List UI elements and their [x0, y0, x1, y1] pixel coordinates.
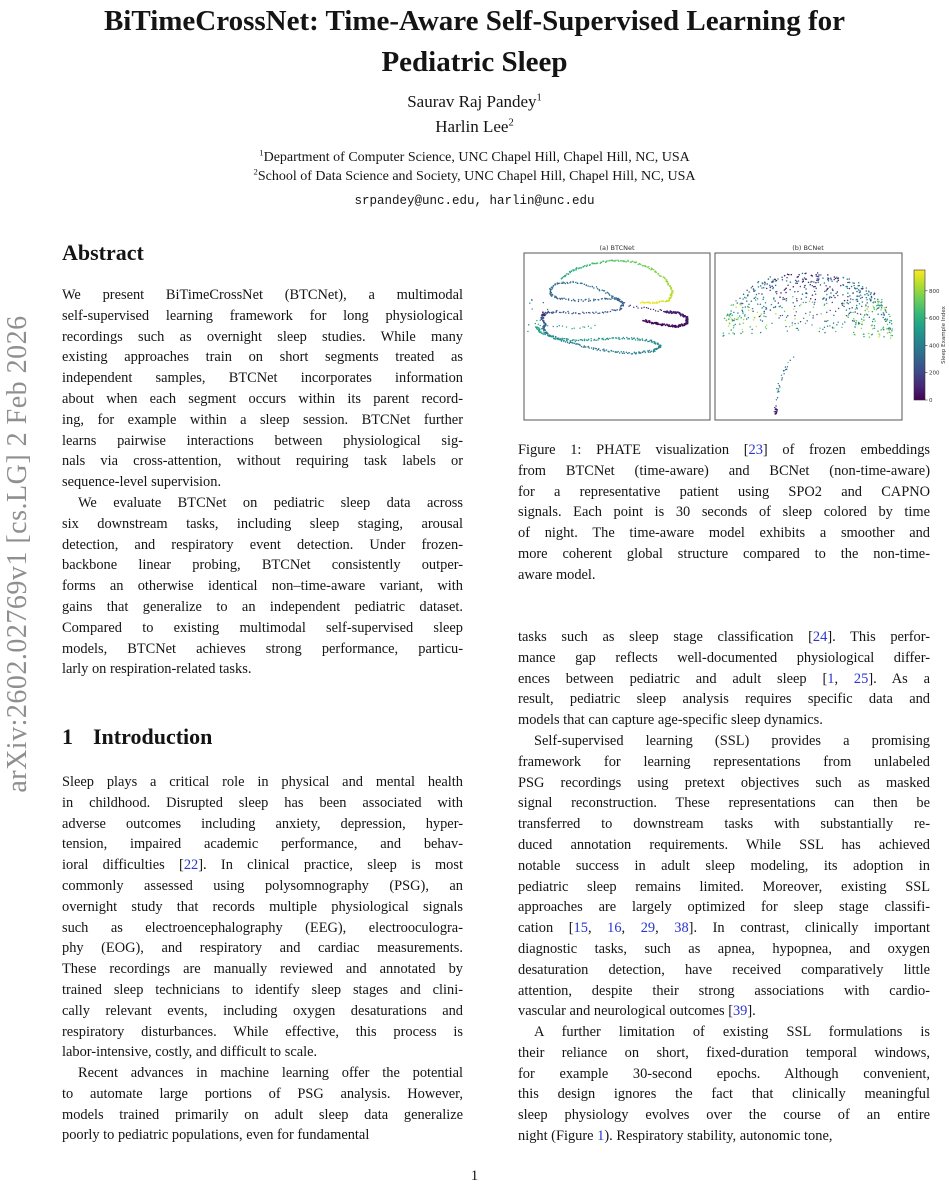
- citation-link[interactable]: 39: [732, 1003, 748, 1020]
- text-line: self-supervised learning framework for long physiological: [62, 307, 463, 324]
- section-number: 1: [62, 724, 73, 749]
- figure-ref-link[interactable]: 1: [597, 1127, 605, 1144]
- text-line: this design ignores the fact that clinically meaningful: [518, 1086, 930, 1103]
- right-paragraph-1: [518, 627, 930, 731]
- text-line: ing, for example within a sleep session. BTCNet further: [62, 411, 463, 428]
- citation-link[interactable]: 38: [674, 920, 689, 937]
- citation-link[interactable]: 25: [853, 670, 869, 687]
- text-line: cally relevant events, including oxygen desaturations and: [62, 1002, 463, 1019]
- author-1-name: Saurav Raj Pandey: [407, 92, 537, 111]
- text-line: pediatric sleep remains limited. Moreover, existing SSL: [518, 878, 930, 895]
- citation-link[interactable]: 15: [573, 920, 588, 937]
- text-line: ioral difficulties [22]. In clinical practice, sleep is most: [62, 857, 463, 874]
- text-line: We present BiTimeCrossNet (BTCNet), a multimodal: [62, 287, 463, 303]
- text-line: models, BTCNet achieves strong performance, particu-: [62, 640, 463, 657]
- author-2-name: Harlin Lee: [435, 117, 509, 136]
- text-line: cation [15, 16, 29, 38]. In contrast, clinically important: [518, 920, 930, 937]
- text-line: learns pairwise interactions between physiological sig-: [62, 432, 463, 449]
- text-line: six downstream tasks, including sleep staging, arousal: [62, 515, 463, 532]
- colorbar-tick-200: 200: [929, 370, 940, 377]
- abstract-paragraph-1: [62, 285, 463, 493]
- citation-link[interactable]: 16: [607, 920, 622, 937]
- text-line: commonly assessed using polysomnography (PSG), an: [62, 877, 463, 894]
- figure-1-caption: [518, 440, 930, 586]
- text-line: to automate large portions of PSG analysis. However,: [62, 1085, 463, 1102]
- text-line: models trained primarily on adult sleep data generalize: [62, 1106, 463, 1123]
- text-line: ences between pediatric and adult sleep [1, 25]. As a: [518, 670, 930, 687]
- text-line: sleep physiology evolves over the course of an entire: [518, 1107, 930, 1124]
- affiliation-2-sup: 2: [253, 166, 258, 177]
- text-line: models that can capture age-specific sleep dynamics.: [518, 712, 823, 729]
- text-line: Recent advances in machine learning offer the potential: [78, 1065, 463, 1081]
- text-line: adverse outcomes including anxiety, depression, hyper-: [62, 815, 463, 832]
- text-line: Self-supervised learning (SSL) provides a promising: [534, 733, 930, 749]
- colorbar-tick-800: 800: [929, 288, 940, 295]
- citation-link[interactable]: 22: [183, 857, 199, 874]
- text-line: existing approaches train on short segments treated as: [62, 349, 463, 366]
- text-line: their reliance on short, fixed-duration temporal windows,: [518, 1044, 930, 1061]
- citation-link[interactable]: 1: [827, 670, 835, 687]
- text-line: for a representative patient using SPO2 and CAPNO: [518, 483, 930, 500]
- text-line: transferred to downstream tasks with substantially re-: [518, 816, 930, 833]
- colorbar-axis-label: Sleep Example Index: [941, 306, 947, 364]
- text-line: about when each segment occurs within its parent record-: [62, 390, 463, 407]
- figure-1-image: [517, 243, 949, 435]
- text-line: trained sleep technicians to identify sleep stages and clini-: [62, 981, 463, 998]
- phate-visualization-svg: [517, 243, 949, 435]
- text-line: mance gap reflects well-documented physiological differ-: [518, 649, 930, 666]
- text-line: recordings such as overnight sleep studies. While many: [62, 328, 463, 345]
- affiliation-2-text: School of Data Science and Society, UNC Chapel Hill, Chapel Hill, NC, USA: [257, 169, 696, 184]
- text-line: nals via cross-attention, without requiring task labels or: [62, 453, 463, 470]
- text-line: labor-intensive, costly, and difficult to scale.: [62, 1044, 318, 1061]
- text-line: aware model.: [518, 566, 596, 583]
- author-emails: srpandey@unc.edu, harlin@unc.edu: [354, 194, 595, 208]
- text-line: approaches are largely optimized for sleep stage classifi-: [518, 899, 930, 916]
- text-line: PSG recordings using pretext objectives such as masked: [518, 774, 930, 791]
- text-line: overnight study that records multiple physiological signals: [62, 898, 463, 915]
- text-line: Compared to existing multimodal self-supervised sleep: [62, 619, 463, 636]
- right-paragraph-3: [518, 1022, 930, 1147]
- text-line: framework for learning representations from unlabeled: [518, 753, 930, 770]
- text-line: poorly to pediatric populations, even for fundamental: [62, 1127, 370, 1144]
- text-line: forms an otherwise identical non–time-aware variant, with: [62, 578, 463, 595]
- text-line: larly on respiration-related tasks.: [62, 661, 252, 678]
- right-paragraph-2: [518, 731, 930, 1022]
- text-line: respiratory disturbances. While effective, this process is: [62, 1023, 463, 1040]
- text-line: more coherent global structure compared to the non-time-: [518, 545, 930, 562]
- text-line: Figure 1: PHATE visualization [23] of frozen embeddings: [518, 442, 930, 458]
- affiliation-1-sup: 1: [259, 147, 264, 158]
- text-line: signals. Each point is 30 seconds of sleep colored by time: [518, 504, 930, 521]
- text-line: sequence-level supervision.: [62, 474, 222, 491]
- text-line: We evaluate BTCNet on pediatric sleep data across: [78, 495, 463, 511]
- introduction-heading: [62, 724, 212, 750]
- text-line: of night. The time-aware model exhibits a smoother and: [518, 525, 930, 542]
- affiliation-1-text: Department of Computer Science, UNC Chapel Hill, Chapel Hill, NC, USA: [263, 150, 690, 165]
- text-line: night (Figure 1). Respiratory stability, autonomic tone,: [518, 1127, 833, 1144]
- text-line: for example 30-second epochs. Although convenient,: [518, 1065, 930, 1082]
- author-2: [0, 117, 949, 137]
- text-line: result, pediatric sleep analysis requires specific data and: [518, 691, 930, 708]
- intro-paragraph-2: [62, 1063, 463, 1146]
- affiliation-1: [0, 147, 949, 166]
- citation-link[interactable]: 23: [748, 442, 763, 458]
- intro-paragraph-1: [62, 772, 463, 1063]
- colorbar-tick-600: 600: [929, 316, 940, 323]
- text-line: in childhood. Disrupted sleep has been associated with: [62, 794, 463, 811]
- text-line: duced annotation requirements. While SSL has achieved: [518, 836, 930, 853]
- abstract-paragraph-2: [62, 493, 463, 680]
- author-1: [0, 92, 949, 112]
- text-line: such as electroencephalography (EEG), electrooculogra-: [62, 919, 463, 936]
- panel-a-title: (a) BTCNet: [599, 244, 635, 252]
- abstract-heading: Abstract: [62, 240, 144, 265]
- citation-link[interactable]: 29: [640, 920, 656, 937]
- paper-title-line1: BiTimeCrossNet: Time-Aware Self-Supervised Learning for: [103, 5, 846, 37]
- arxiv-stamp: arXiv:2602.02769v1 [cs.LG] 2 Feb 2026: [2, 315, 33, 793]
- text-line: desaturation detection, have received comparatively little: [518, 961, 930, 978]
- text-line: phy (EOG), and respiratory and cardiac measurements.: [62, 940, 463, 957]
- page-number: 1: [470, 1168, 479, 1184]
- colorbar-tick-0: 0: [929, 398, 933, 404]
- author-2-sup: 2: [508, 117, 514, 129]
- text-line: from BTCNet (time-aware) and BCNet (non-time-aware): [518, 462, 930, 479]
- text-line: tension, impaired academic performance, and behav-: [62, 836, 463, 853]
- text-line: vascular and neurological outcomes [39].: [518, 1003, 756, 1020]
- text-line: tasks such as sleep stage classification [24]. This perfor-: [518, 629, 930, 645]
- citation-link[interactable]: 24: [812, 629, 828, 645]
- colorbar-ticks: [925, 291, 928, 400]
- text-line: Sleep plays a critical role in physical and mental health: [62, 774, 463, 790]
- text-line: signal reconstruction. These representations can then be: [518, 795, 930, 812]
- author-1-sup: 1: [536, 92, 542, 104]
- colorbar: [914, 270, 925, 400]
- text-line: notable success in adult sleep modeling, its adoption in: [518, 857, 930, 874]
- text-line: attention, despite their strong associations with cardio-: [518, 982, 930, 999]
- text-line: A further limitation of existing SSL formulations is: [534, 1024, 930, 1040]
- affiliation-2: [0, 166, 949, 185]
- section-title: Introduction: [93, 724, 213, 749]
- panel-b-frame: [715, 253, 902, 420]
- text-line: detection, and respiratory event detection. Under frozen-: [62, 536, 463, 553]
- text-line: backbone linear probing, BTCNet consistently outper-: [62, 557, 463, 574]
- panel-b-title: (b) BCNet: [792, 244, 824, 252]
- paper-title-line2: Pediatric Sleep: [381, 46, 568, 78]
- text-line: gains that generalize to an independent pediatric dataset.: [62, 598, 463, 615]
- colorbar-tick-400: 400: [929, 343, 940, 350]
- text-line: These recordings are manually reviewed and annotated by: [62, 961, 463, 978]
- text-line: independent samples, BTCNet incorporates information: [62, 370, 463, 387]
- text-line: diagnostic tasks, such as apnea, hypopnea, and oxygen: [518, 940, 930, 957]
